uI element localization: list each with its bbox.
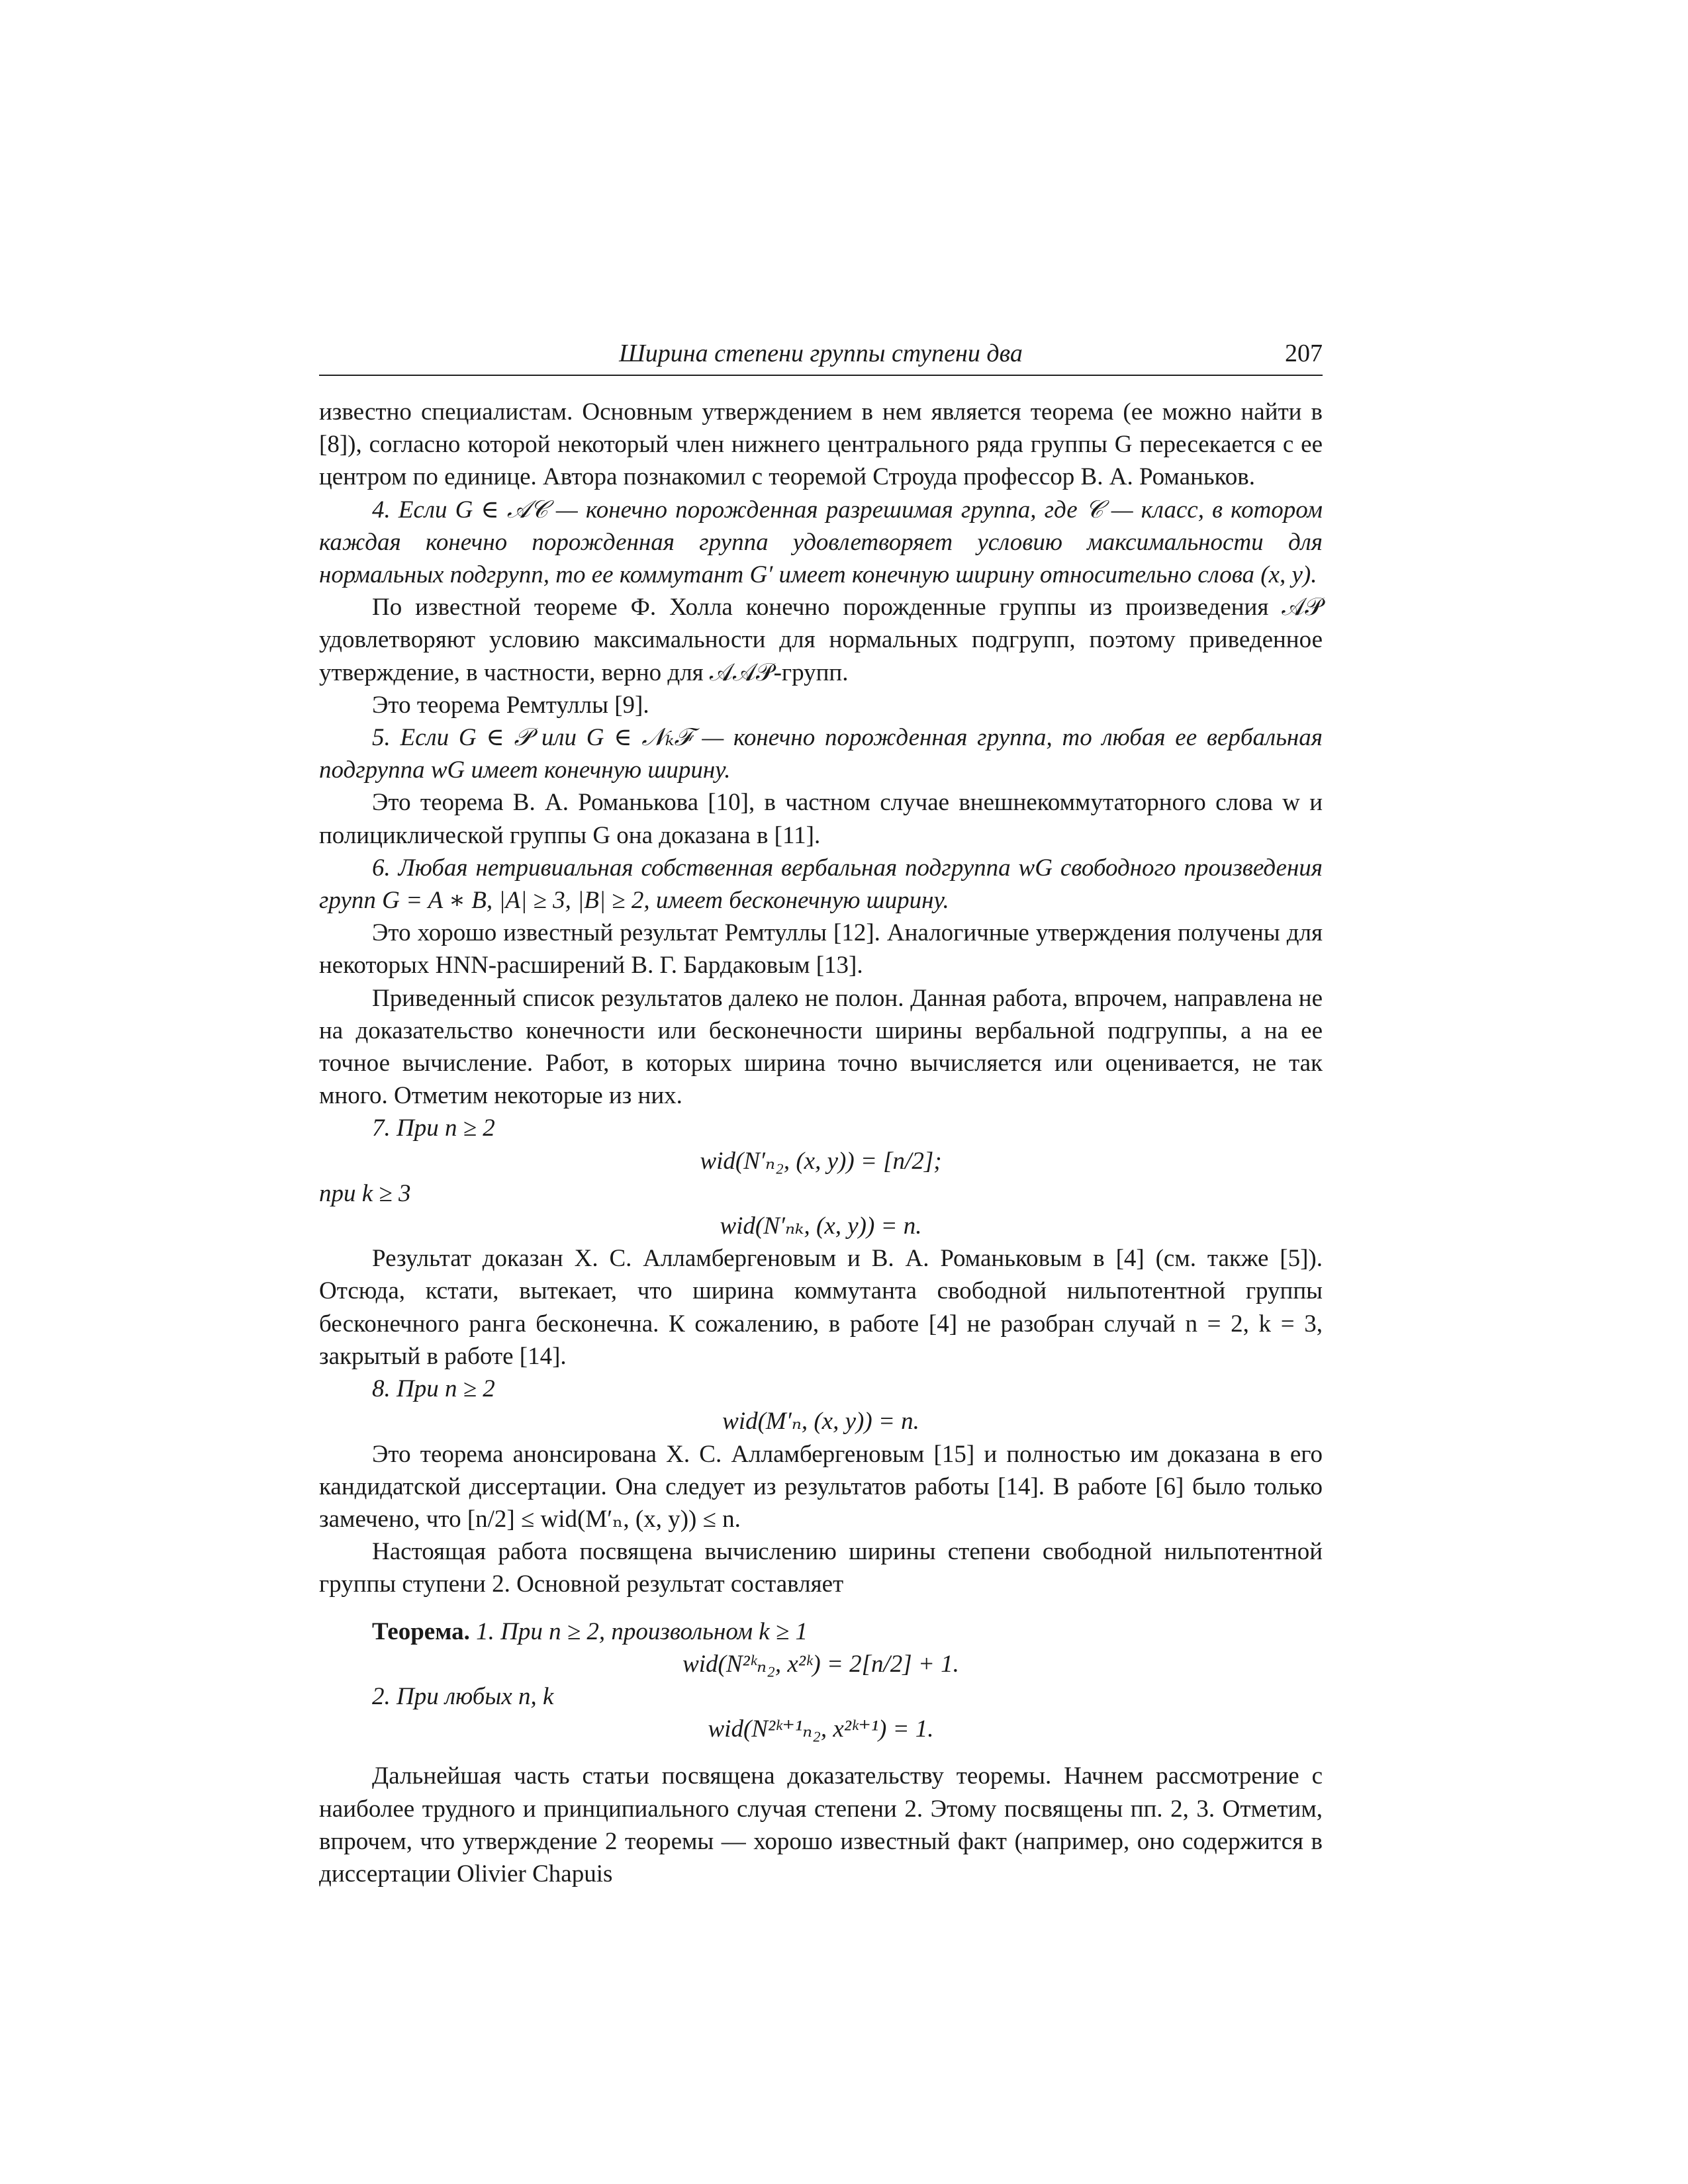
equation-1: wid(N′ₙ₂, (x, y)) = [n/2]; [700, 1147, 942, 1175]
paragraph-remtulla-12: Это хорошо известный результат Ремтуллы [12]. Аналогичные утверждения получены для некоторых HNN-расширений В. Г. Бардаковым [13]. [319, 919, 1323, 979]
paragraph-romankov-10: Это теорема В. А. Романькова [10], в частном случае внешнекоммутаторного слова w и полициклической группы G она доказана в [11]. [319, 789, 1323, 849]
paragraph-list-summary: Приведенный список результатов далеко не полон. Данная работа, впрочем, направлена не на доказательство конечности или бесконечности ширины вербальной подгруппы, а на ее точное вычисление. Работ, в которых ширина точно вычисляется или оценивается, не так много. Отметим некоторые из них. [319, 984, 1323, 1110]
statement-4: 4. Если G ∈ 𝒜𝒞 — конечно порожденная разрешимая группа, где 𝒞 — класс, в котором каждая конечно порожденная группа удовлетворяет условию максимальности для нормальных подгрупп, то ее коммутант G′ имеет конечную ширину относительно слова (x, y). [319, 496, 1323, 589]
paragraph-main-result-intro: Настоящая работа посвящена вычислению ширины степени свободной нильпотентной группы ступени 2. Основной результат составляет [319, 1538, 1323, 1598]
paragraph-remtulla-9: Это теорема Ремтуллы [9]. [372, 691, 649, 719]
equation-2: wid(N′ₙₖ, (x, y)) = n. [720, 1212, 922, 1240]
page-header [319, 335, 1323, 376]
theorem-label: Теорема. [372, 1617, 470, 1645]
statement-5: 5. Если G ∈ 𝒫 или G ∈ 𝒩ₖℱ — конечно порожденная группа, то любая ее вербальная подгруппа wG имеет конечную ширину. [319, 724, 1323, 784]
statement-8: 8. При n ≥ 2 [372, 1375, 495, 1403]
paragraph-allambergenov-15: Это теорема анонсирована Х. С. Алламбергеновым [15] и полностью им доказана в его кандидатской диссертации. Она следует из результатов работы [14]. В работе [6] было только замечено, что [n/2] ≤ wid(M′ₙ, (x, y)) ≤ n. [319, 1440, 1323, 1533]
statement-7: 7. При n ≥ 2 [372, 1115, 495, 1142]
paragraph-hall-theorem: По известной теореме Ф. Холла конечно порожденные группы из произведения 𝒜𝒫 удовлетворяют условию максимальности для нормальных подгрупп, поэтому приведенное утверждение, в частности, верно для 𝒜𝒜𝒫-групп. [319, 594, 1323, 686]
page-number: 207 [1285, 340, 1323, 367]
paragraph-allambergenov-4: Результат доказан Х. С. Алламбергеновым и В. А. Романьковым в [4] (см. также [5]). Отсюда, кстати, вытекает, что ширина коммутанта свободной нильпотентной группы бесконечного ранга бесконечна. К сожалению, в работе [4] не разобран случай n = 2, k = 3, закрытый в работе [14]. [319, 1245, 1323, 1370]
equation-4: wid(N²ᵏₙ₂, x²ᵏ) = 2[n/2] + 1. [682, 1650, 959, 1678]
statement-6: 6. Любая нетривиальная собственная вербальная подгруппа wG свободного произведения групп G = A ∗ B, |A| ≥ 3, |B| ≥ 2, имеет бесконечную ширину. [319, 854, 1323, 915]
equation-5: wid(N²ᵏ⁺¹ₙ₂, x²ᵏ⁺¹) = 1. [708, 1715, 934, 1743]
paragraph-proof-outline: Дальнейшая часть статьи посвящена доказательству теоремы. Начнем рассмотрение с наиболее трудного и принципиального случая степени 2. Этому посвящены пп. 2, 3. Отметим, впрочем, что утверждение 2 теоремы — хорошо известный факт (например, оно содержится в диссертации Olivier Chapuis [319, 1762, 1323, 1888]
equation-3: wid(M′ₙ, (x, y)) = n. [722, 1408, 919, 1435]
theorem-item-1 [319, 1615, 1323, 1648]
condition-k: при k ≥ 3 [319, 1179, 411, 1207]
document-page [319, 335, 1323, 1890]
theorem-item-2: 2. При любых n, k [372, 1682, 554, 1710]
running-title: Ширина степени группы ступени два [619, 340, 1023, 367]
theorem-item-1-text: 1. При n ≥ 2, произвольном k ≥ 1 [476, 1617, 808, 1645]
paragraph-1: известно специалистам. Основным утверждением в нем является теорема (ее можно найти в [8]), согласно которой некоторый член нижнего центрального ряда группы G пересекается с ее центром по единице. Автора познакомил с теоремой Строуда профессор В. А. Романьков. [319, 398, 1323, 491]
